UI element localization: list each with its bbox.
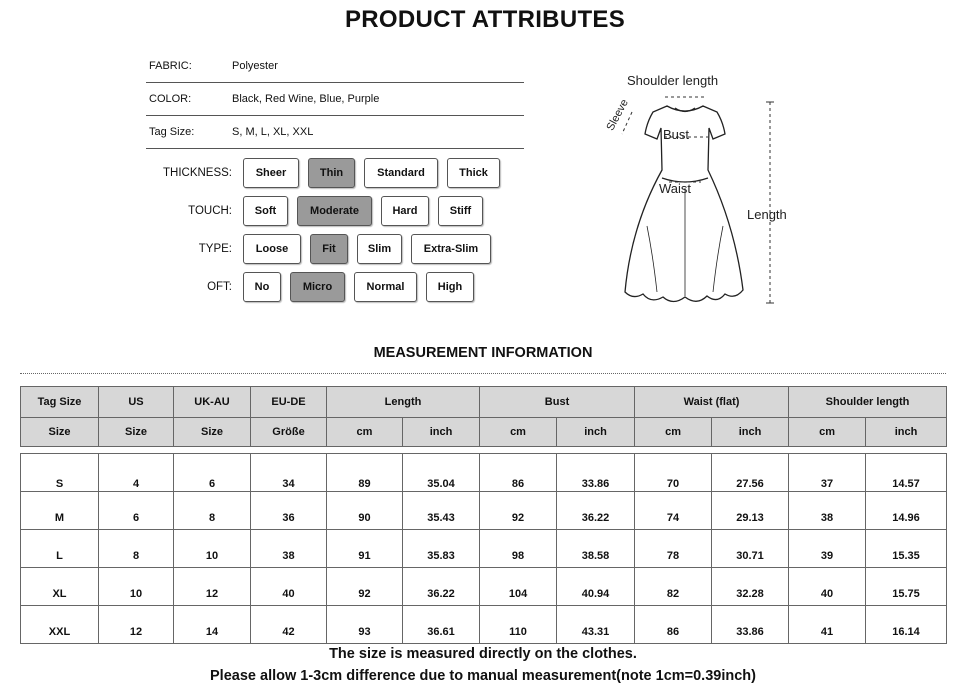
attr-label: FABRIC:: [149, 60, 192, 72]
attr-fabric: [146, 50, 524, 83]
table-cell: 36.61: [403, 606, 480, 644]
table-cell: XL: [21, 568, 99, 606]
option-label: TYPE:: [198, 243, 232, 255]
note-measured: The size is measured directly on the clothes.: [329, 646, 637, 662]
attr-value: Polyester: [232, 60, 278, 72]
table-cell: 10: [174, 530, 251, 568]
table-cell: S: [21, 454, 99, 492]
chip-thin[interactable]: Thin: [308, 158, 355, 188]
chip-extra-slim[interactable]: Extra-Slim: [411, 234, 491, 264]
dotted-divider: [20, 373, 946, 374]
chip-slim[interactable]: Slim: [357, 234, 402, 264]
table-cell: 74: [635, 492, 712, 530]
header-cell: EU-DE: [251, 387, 327, 418]
option-row-thickness: [156, 154, 509, 192]
table-cell: 98: [480, 530, 557, 568]
table-cell: 12: [99, 606, 174, 644]
attr-label: COLOR:: [149, 93, 192, 105]
table-cell: 35.83: [403, 530, 480, 568]
header-cell: inch: [557, 418, 635, 447]
table-cell: 14: [174, 606, 251, 644]
label-shoulder: Shoulder length: [627, 73, 719, 88]
chip-normal[interactable]: Normal: [354, 272, 417, 302]
option-label: OFT:: [207, 281, 232, 293]
table-cell: 6: [174, 454, 251, 492]
length-ruler: [766, 102, 774, 303]
header-cell: UK-AU: [174, 387, 251, 418]
table-cell: 40: [251, 568, 327, 606]
table-cell: 39: [789, 530, 866, 568]
table-body: [21, 387, 947, 454]
table-cell: 33.86: [557, 454, 635, 492]
table-row: [21, 606, 947, 644]
table-cell: 42: [251, 606, 327, 644]
header-row-1: [21, 387, 947, 418]
table-cell: M: [21, 492, 99, 530]
spacer-row: [21, 447, 947, 454]
table-cell: 15.35: [866, 530, 947, 568]
table-cell: 110: [480, 606, 557, 644]
header-cell: inch: [712, 418, 789, 447]
table-cell: 78: [635, 530, 712, 568]
table-cell: 15.75: [866, 568, 947, 606]
table-cell: 38: [251, 530, 327, 568]
table-cell: 89: [327, 454, 403, 492]
table-cell: 8: [174, 492, 251, 530]
table-cell: 30.71: [712, 530, 789, 568]
table-cell: 35.43: [403, 492, 480, 530]
dress-measurement-diagram: [585, 66, 805, 314]
table-cell: 34: [251, 454, 327, 492]
table-cell: 33.86: [712, 606, 789, 644]
table-cell: 93: [327, 606, 403, 644]
label-sleeve: Sleeve: [604, 97, 631, 133]
table-cell: 14.57: [866, 454, 947, 492]
chip-sheer[interactable]: Sheer: [243, 158, 299, 188]
table-cell: L: [21, 530, 99, 568]
header-cell: Waist (flat): [635, 387, 789, 418]
attribute-list: [146, 50, 524, 149]
table-cell: 8: [99, 530, 174, 568]
attr-value: S, M, L, XL, XXL: [232, 126, 314, 138]
note-difference: Please allow 1-3cm difference due to manual measurement(note 1cm=0.39inch): [210, 668, 756, 684]
header-cell: Tag Size: [21, 387, 99, 418]
chip-moderate[interactable]: Moderate: [297, 196, 372, 226]
table-cell: 36.22: [403, 568, 480, 606]
table-cell: 40.94: [557, 568, 635, 606]
table-cell: 104: [480, 568, 557, 606]
table-cell: 12: [174, 568, 251, 606]
attr-color: [146, 83, 524, 116]
header-cell: inch: [866, 418, 947, 447]
header-cell: cm: [789, 418, 866, 447]
table-cell: 91: [327, 530, 403, 568]
attr-value: Black, Red Wine, Blue, Purple: [232, 93, 380, 105]
header-cell: cm: [480, 418, 557, 447]
header-cell: Size: [99, 418, 174, 447]
table-cell: 10: [99, 568, 174, 606]
label-length: Length: [747, 207, 787, 222]
option-row-type: [156, 230, 509, 268]
table-cell: 29.13: [712, 492, 789, 530]
chip-loose[interactable]: Loose: [243, 234, 301, 264]
header-cell: Shoulder length: [789, 387, 947, 418]
chip-thick[interactable]: Thick: [447, 158, 500, 188]
label-bust: Bust: [663, 127, 690, 142]
table-cell: 36: [251, 492, 327, 530]
table-cell: 27.56: [712, 454, 789, 492]
page-title: PRODUCT ATTRIBUTES: [344, 6, 626, 33]
table-cell: 32.28: [712, 568, 789, 606]
table-cell: 70: [635, 454, 712, 492]
table-cell: 14.96: [866, 492, 947, 530]
table-cell: 4: [99, 454, 174, 492]
option-label: TOUCH:: [188, 205, 232, 217]
table-cell: 35.04: [403, 454, 480, 492]
chip-hard[interactable]: Hard: [381, 196, 429, 226]
table-cell: 86: [635, 606, 712, 644]
table-cell: 38: [789, 492, 866, 530]
table-row: [21, 568, 947, 606]
spacer-cell: [21, 447, 947, 454]
chip-no[interactable]: No: [243, 272, 281, 302]
table-cell: 38.58: [557, 530, 635, 568]
table-cell: 90: [327, 492, 403, 530]
option-row-touch: [156, 192, 509, 230]
table-row: [21, 454, 947, 492]
table-cell: 92: [327, 568, 403, 606]
table-row: [21, 492, 947, 530]
label-waist: Waist: [659, 181, 692, 196]
table-cell: 82: [635, 568, 712, 606]
table-cell: 6: [99, 492, 174, 530]
table-cell: 92: [480, 492, 557, 530]
chip-micro[interactable]: Micro: [290, 272, 345, 302]
measurement-title: MEASUREMENT INFORMATION: [373, 345, 593, 361]
header-cell: US: [99, 387, 174, 418]
option-label: THICKNESS:: [162, 167, 232, 179]
measurement-table: [20, 386, 947, 644]
table-cell: 40: [789, 568, 866, 606]
table-cell: 37: [789, 454, 866, 492]
table-cell: 43.31: [557, 606, 635, 644]
table-data-rows: [21, 454, 947, 644]
chip-soft[interactable]: Soft: [243, 196, 288, 226]
attr-tag-size: [146, 116, 524, 149]
header-cell: cm: [327, 418, 403, 447]
header-cell: cm: [635, 418, 712, 447]
table-cell: 36.22: [557, 492, 635, 530]
chip-standard[interactable]: Standard: [364, 158, 438, 188]
table-cell: 16.14: [866, 606, 947, 644]
option-block: [156, 154, 509, 306]
table-cell: 41: [789, 606, 866, 644]
header-cell: Size: [21, 418, 99, 447]
chip-stiff[interactable]: Stiff: [438, 196, 483, 226]
header-row-2: [21, 418, 947, 447]
header-cell: inch: [403, 418, 480, 447]
header-cell: Length: [327, 387, 480, 418]
table-cell: XXL: [21, 606, 99, 644]
header-cell: Größe: [251, 418, 327, 447]
option-row-oft: [156, 268, 509, 306]
table-row: [21, 530, 947, 568]
table-cell: 86: [480, 454, 557, 492]
header-cell: Bust: [480, 387, 635, 418]
chip-fit[interactable]: Fit: [310, 234, 348, 264]
header-cell: Size: [174, 418, 251, 447]
chip-high[interactable]: High: [426, 272, 474, 302]
attr-label: Tag Size:: [149, 126, 195, 138]
